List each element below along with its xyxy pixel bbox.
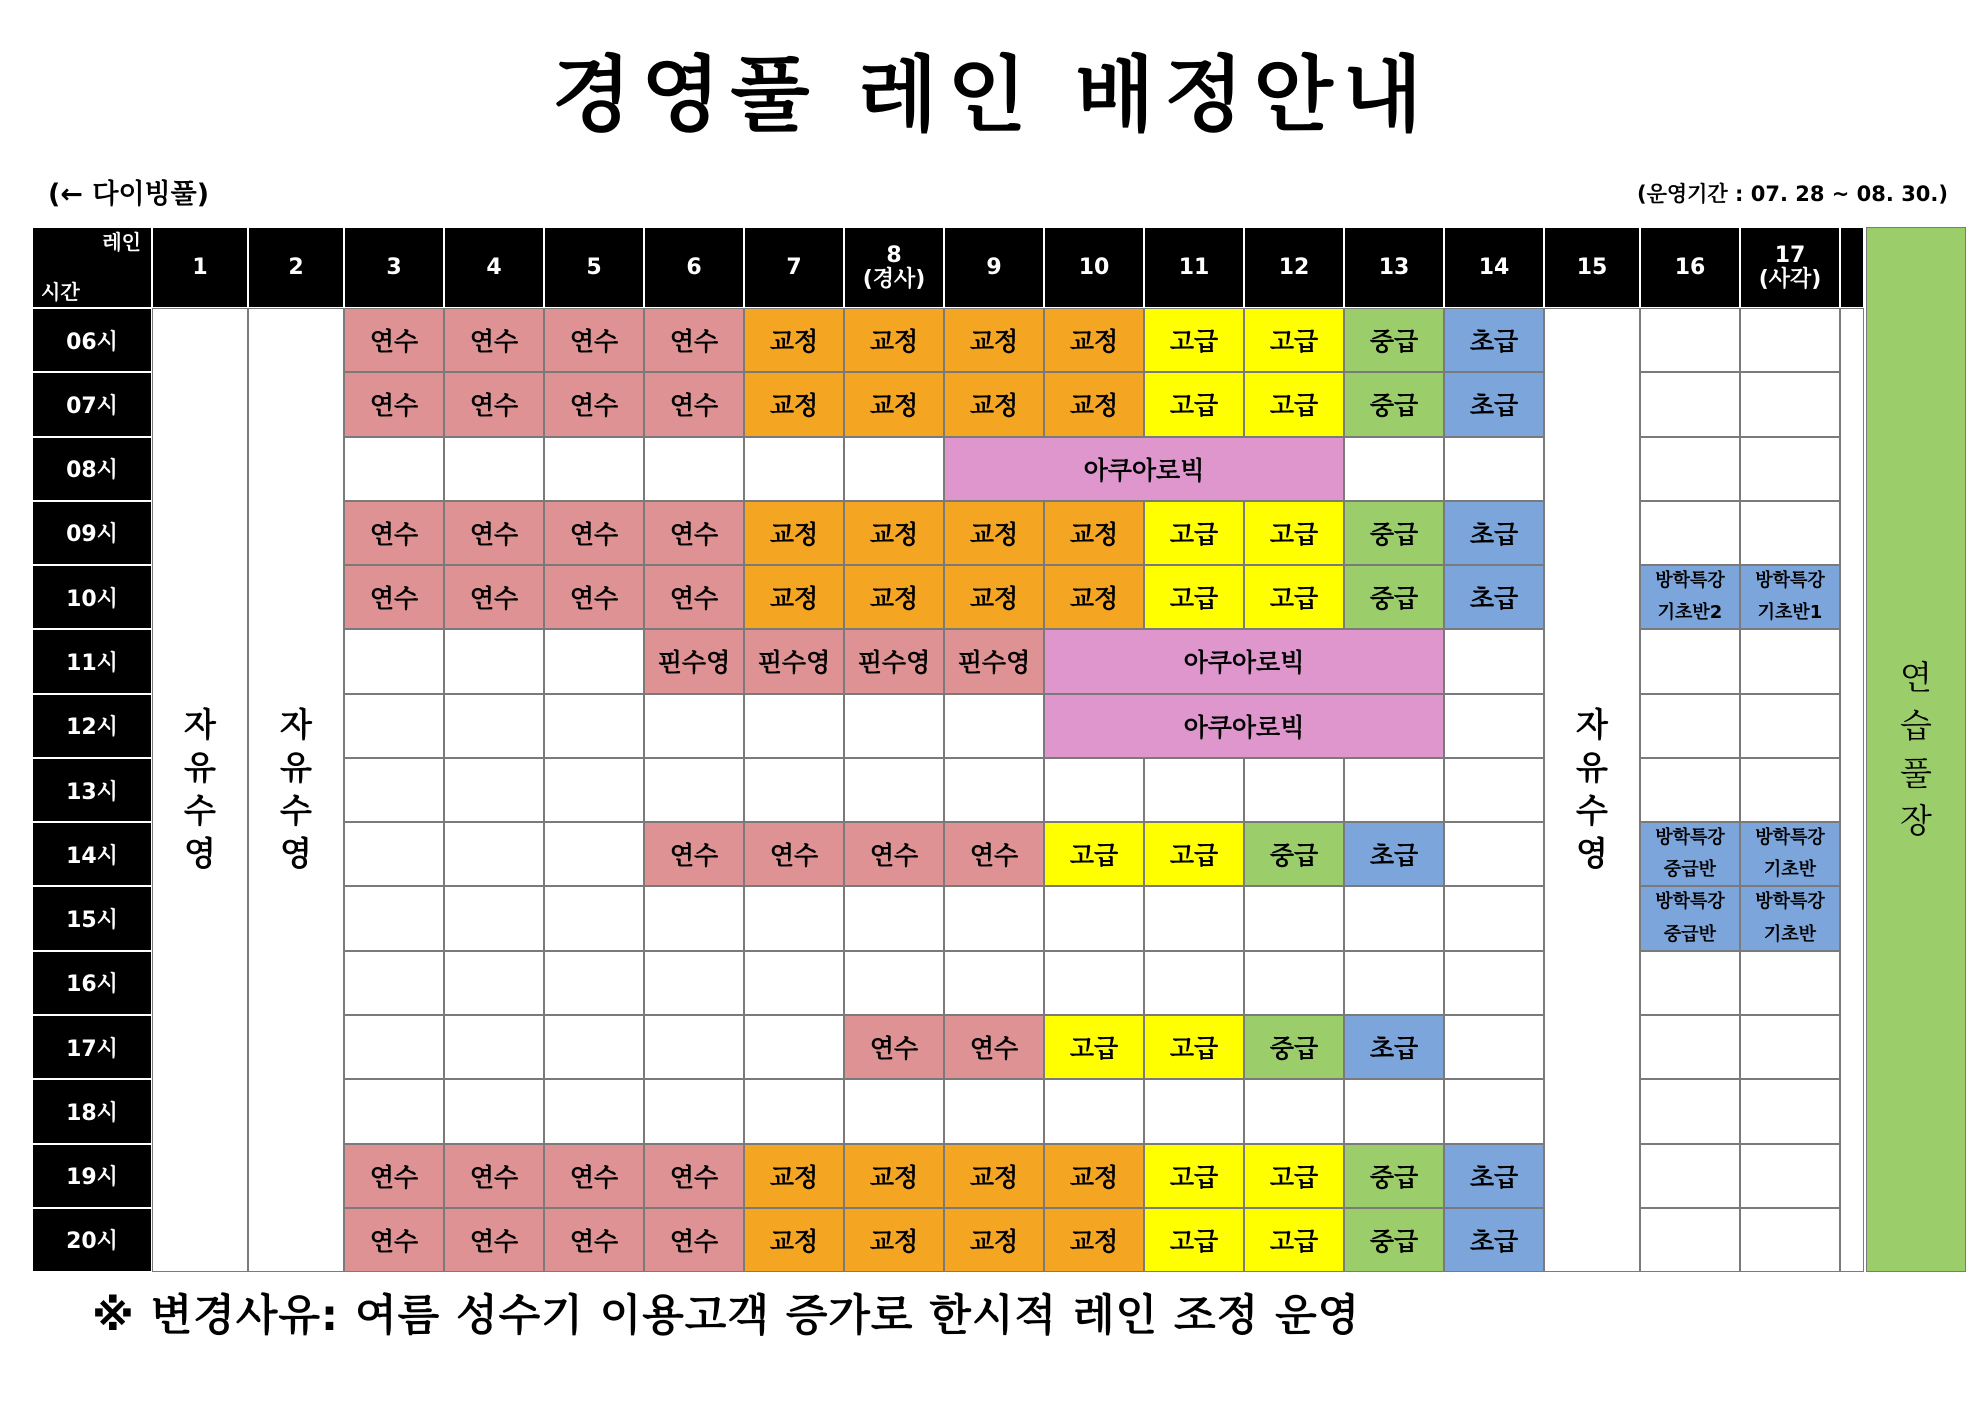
program-slot: 연수 (344, 372, 444, 436)
lane-header: 13 (1344, 227, 1444, 308)
empty-slot (1740, 372, 1840, 436)
empty-slot (944, 886, 1044, 950)
program-slot: 고급 (1244, 1144, 1344, 1208)
empty-slot (1444, 437, 1544, 501)
empty-slot (344, 1015, 444, 1079)
program-slot: 연수 (544, 1144, 644, 1208)
time-row-header: 08시 (32, 437, 152, 501)
empty-slot (1444, 1015, 1544, 1079)
time-row-header: 10시 (32, 565, 152, 629)
empty-slot (344, 886, 444, 950)
empty-slot (1344, 758, 1444, 822)
program-slot: 중급 (1344, 1208, 1444, 1272)
program-slot: 핀수영 (844, 629, 944, 693)
empty-slot (1640, 1208, 1740, 1272)
program-slot: 연수 (644, 1144, 744, 1208)
lane-header: 17 (사각) (1740, 227, 1840, 308)
empty-slot (1444, 694, 1544, 758)
empty-slot (344, 1079, 444, 1143)
program-slot: 고급 (1144, 822, 1244, 886)
empty-slot (644, 1015, 744, 1079)
program-slot: 방학특강 기초반 (1740, 886, 1840, 950)
program-slot: 고급 (1144, 1015, 1244, 1079)
program-slot: 연수 (444, 308, 544, 372)
program-slot: 교정 (1044, 565, 1144, 629)
empty-slot (444, 822, 544, 886)
time-row-header: 16시 (32, 951, 152, 1015)
program-slot: 방학특강 기초반1 (1740, 565, 1840, 629)
empty-slot (844, 951, 944, 1015)
empty-slot (744, 758, 844, 822)
lane-header: 11 (1144, 227, 1244, 308)
program-slot: 교정 (1044, 308, 1144, 372)
empty-slot (1044, 886, 1144, 950)
program-slot: 연수 (944, 822, 1044, 886)
program-slot: 연수 (444, 565, 544, 629)
empty-slot (1740, 501, 1840, 565)
program-slot: 교정 (844, 308, 944, 372)
lane-header: 15 (1544, 227, 1640, 308)
program-slot: 핀수영 (944, 629, 1044, 693)
program-slot: 교정 (1044, 1144, 1144, 1208)
empty-slot (644, 886, 744, 950)
program-slot: 방학특강 기초반2 (1640, 565, 1740, 629)
corner-header (32, 227, 152, 308)
empty-slot (1740, 1079, 1840, 1143)
empty-slot (1444, 822, 1544, 886)
program-slot: 교정 (944, 565, 1044, 629)
empty-slot (1640, 437, 1740, 501)
program-slot: 교정 (844, 1144, 944, 1208)
program-slot: 고급 (1044, 1015, 1144, 1079)
program-slot: 연수 (344, 501, 444, 565)
time-row-header: 11시 (32, 629, 152, 693)
lane-header: 6 (644, 227, 744, 308)
empty-slot (1244, 758, 1344, 822)
empty-slot (644, 437, 744, 501)
program-slot: 고급 (1144, 372, 1244, 436)
empty-slot (1444, 951, 1544, 1015)
empty-slot (1640, 1144, 1740, 1208)
empty-slot (644, 951, 744, 1015)
program-slot: 고급 (1244, 565, 1344, 629)
program-slot: 고급 (1244, 308, 1344, 372)
empty-slot (1344, 437, 1444, 501)
program-slot: 중급 (1344, 1144, 1444, 1208)
program-slot: 연수 (344, 1144, 444, 1208)
empty-slot (344, 437, 444, 501)
lane-header: 4 (444, 227, 544, 308)
program-slot: 교정 (844, 501, 944, 565)
empty-slot (744, 694, 844, 758)
empty-slot (644, 758, 744, 822)
empty-slot (1044, 1079, 1144, 1143)
empty-slot (1244, 886, 1344, 950)
empty-slot (1144, 1079, 1244, 1143)
program-slot: 연수 (444, 1208, 544, 1272)
program-slot: 연수 (444, 1144, 544, 1208)
program-slot: 연수 (844, 822, 944, 886)
time-row-header: 15시 (32, 886, 152, 950)
empty-slot (1044, 951, 1144, 1015)
empty-slot (844, 758, 944, 822)
program-slot: 교정 (844, 565, 944, 629)
empty-slot (544, 886, 644, 950)
empty-slot (1344, 951, 1444, 1015)
empty-slot (1344, 886, 1444, 950)
empty-slot (744, 886, 844, 950)
empty-slot (1640, 501, 1740, 565)
program-slot: 중급 (1344, 372, 1444, 436)
lane-header: 2 (248, 227, 344, 308)
practice-pool: 연 습 풀 장 (1866, 227, 1966, 1272)
program-slot: 연수 (844, 1015, 944, 1079)
program-slot: 연수 (344, 1208, 444, 1272)
program-slot: 연수 (644, 822, 744, 886)
empty-slot (744, 1015, 844, 1079)
program-slot: 연수 (444, 372, 544, 436)
empty-slot (1740, 437, 1840, 501)
program-slot: 교정 (944, 1144, 1044, 1208)
lane-header: 1 (152, 227, 248, 308)
program-slot: 연수 (544, 1208, 644, 1272)
program-slot: 아쿠아로빅 (944, 437, 1344, 501)
empty-slot (1740, 308, 1840, 372)
program-slot: 초급 (1444, 565, 1544, 629)
program-slot: 교정 (944, 372, 1044, 436)
change-reason-note: ※ 변경사유: 여름 성수기 이용고객 증가로 한시적 레인 조정 운영 (92, 1291, 1361, 1341)
program-slot: 초급 (1444, 1144, 1544, 1208)
program-slot: 교정 (1044, 372, 1144, 436)
corner-time-label: 시간 (41, 280, 80, 304)
empty-slot (544, 951, 644, 1015)
lane-header (1840, 227, 1864, 308)
time-row-header: 09시 (32, 501, 152, 565)
time-row-header: 19시 (32, 1144, 152, 1208)
empty-slot (444, 629, 544, 693)
program-slot: 교정 (1044, 501, 1144, 565)
empty-slot (544, 437, 644, 501)
program-slot: 교정 (944, 501, 1044, 565)
empty-slot (1740, 694, 1840, 758)
lane-header: 5 (544, 227, 644, 308)
empty-slot (1244, 1079, 1344, 1143)
program-slot: 연수 (944, 1015, 1044, 1079)
empty-slot (344, 694, 444, 758)
empty-slot (444, 437, 544, 501)
program-slot: 연수 (344, 565, 444, 629)
empty-slot (844, 694, 944, 758)
program-slot: 교정 (844, 1208, 944, 1272)
empty-slot (1640, 1015, 1740, 1079)
time-row-header: 12시 (32, 694, 152, 758)
program-slot: 교정 (944, 308, 1044, 372)
corner-lane-label: 레인 (102, 230, 141, 254)
empty-slot (444, 694, 544, 758)
empty-slot (544, 1015, 644, 1079)
program-slot: 교정 (744, 308, 844, 372)
empty-slot (1740, 1208, 1840, 1272)
diving-pool-note: (← 다이빙풀) (48, 179, 210, 210)
program-slot: 고급 (1244, 1208, 1344, 1272)
program-slot: 핀수영 (644, 629, 744, 693)
program-slot: 고급 (1044, 822, 1144, 886)
program-slot: 교정 (744, 1208, 844, 1272)
program-slot: 중급 (1344, 501, 1444, 565)
program-slot: 핀수영 (744, 629, 844, 693)
program-slot: 연수 (544, 308, 644, 372)
free-swim-lane: 자 유 수 영 (152, 308, 248, 1272)
program-slot: 연수 (544, 372, 644, 436)
empty-slot (944, 758, 1044, 822)
empty-slot (744, 951, 844, 1015)
empty-slot (1640, 372, 1740, 436)
empty-slot (1740, 758, 1840, 822)
program-slot: 아쿠아로빅 (1044, 694, 1444, 758)
program-slot: 교정 (744, 372, 844, 436)
program-slot: 연수 (544, 501, 644, 565)
program-slot: 초급 (1344, 1015, 1444, 1079)
empty-slot (544, 1079, 644, 1143)
program-slot: 방학특강 중급반 (1640, 822, 1740, 886)
program-slot: 연수 (644, 308, 744, 372)
time-row-header: 17시 (32, 1015, 152, 1079)
free-swim-lane: 자 유 수 영 (248, 308, 344, 1272)
operation-period: (운영기간 : 07. 28 ~ 08. 30.) (1636, 182, 1948, 206)
empty-slot (1444, 1079, 1544, 1143)
free-swim-lane: 자 유 수 영 (1544, 308, 1640, 1272)
empty-slot (1640, 308, 1740, 372)
program-slot: 방학특강 기초반 (1740, 822, 1840, 886)
empty-slot (1640, 1079, 1740, 1143)
empty-slot (444, 951, 544, 1015)
empty-slot (1740, 629, 1840, 693)
empty-slot (544, 758, 644, 822)
program-slot: 연수 (344, 308, 444, 372)
program-slot: 교정 (844, 372, 944, 436)
program-slot: 중급 (1344, 308, 1444, 372)
empty-slot (344, 758, 444, 822)
lane-header: 9 (944, 227, 1044, 308)
empty-slot (944, 951, 1044, 1015)
empty-slot (1740, 1144, 1840, 1208)
lane-header: 12 (1244, 227, 1344, 308)
empty-slot (1444, 886, 1544, 950)
program-slot: 교정 (1044, 1208, 1144, 1272)
program-slot: 연수 (444, 501, 544, 565)
empty-slot (1144, 951, 1244, 1015)
program-slot: 방학특강 중급반 (1640, 886, 1740, 950)
empty-slot (1444, 629, 1544, 693)
lane-header: 3 (344, 227, 444, 308)
empty-slot (1740, 1015, 1840, 1079)
time-row-header: 06시 (32, 308, 152, 372)
program-slot: 고급 (1144, 501, 1244, 565)
program-slot: 연수 (644, 565, 744, 629)
empty-slot (344, 951, 444, 1015)
empty-slot (844, 437, 944, 501)
empty-slot (844, 886, 944, 950)
lane-header: 14 (1444, 227, 1544, 308)
program-slot: 고급 (1144, 1208, 1244, 1272)
empty-slot (1244, 951, 1344, 1015)
empty-slot (1144, 886, 1244, 950)
program-slot: 고급 (1244, 372, 1344, 436)
program-slot: 연수 (544, 565, 644, 629)
empty-slot (744, 1079, 844, 1143)
program-slot: 교정 (744, 501, 844, 565)
empty-slot (644, 694, 744, 758)
empty-slot (444, 1079, 544, 1143)
time-row-header: 18시 (32, 1079, 152, 1143)
empty-slot (444, 758, 544, 822)
program-slot: 중급 (1244, 822, 1344, 886)
empty-slot (1740, 951, 1840, 1015)
empty-slot (544, 822, 644, 886)
empty-slot (344, 822, 444, 886)
program-slot: 연수 (744, 822, 844, 886)
program-slot: 고급 (1144, 565, 1244, 629)
empty-slot (744, 437, 844, 501)
empty-slot (444, 886, 544, 950)
program-slot: 초급 (1444, 372, 1544, 436)
empty-slot (1640, 758, 1740, 822)
empty-slot (1344, 1079, 1444, 1143)
program-slot: 중급 (1244, 1015, 1344, 1079)
lane-header: 10 (1044, 227, 1144, 308)
program-slot: 고급 (1144, 308, 1244, 372)
time-row-header: 13시 (32, 758, 152, 822)
empty-slot (1444, 758, 1544, 822)
program-slot: 초급 (1444, 308, 1544, 372)
blank-column (1840, 308, 1864, 1272)
program-slot: 연수 (644, 501, 744, 565)
empty-slot (1640, 694, 1740, 758)
program-slot: 교정 (944, 1208, 1044, 1272)
page-title: 경영풀 레인 배정안내 (551, 48, 1432, 143)
program-slot: 초급 (1344, 822, 1444, 886)
empty-slot (1640, 629, 1740, 693)
program-slot: 초급 (1444, 501, 1544, 565)
time-row-header: 20시 (32, 1208, 152, 1272)
lane-header: 7 (744, 227, 844, 308)
lane-header: 8 (경사) (844, 227, 944, 308)
empty-slot (544, 694, 644, 758)
lane-header: 16 (1640, 227, 1740, 308)
program-slot: 고급 (1144, 1144, 1244, 1208)
empty-slot (944, 1079, 1044, 1143)
time-row-header: 14시 (32, 822, 152, 886)
empty-slot (844, 1079, 944, 1143)
empty-slot (944, 694, 1044, 758)
time-row-header: 07시 (32, 372, 152, 436)
program-slot: 초급 (1444, 1208, 1544, 1272)
program-slot: 교정 (744, 565, 844, 629)
program-slot: 연수 (644, 1208, 744, 1272)
program-slot: 아쿠아로빅 (1044, 629, 1444, 693)
empty-slot (1144, 758, 1244, 822)
empty-slot (1640, 951, 1740, 1015)
program-slot: 고급 (1244, 501, 1344, 565)
empty-slot (644, 1079, 744, 1143)
empty-slot (544, 629, 644, 693)
empty-slot (344, 629, 444, 693)
empty-slot (444, 1015, 544, 1079)
program-slot: 중급 (1344, 565, 1444, 629)
program-slot: 연수 (644, 372, 744, 436)
program-slot: 교정 (744, 1144, 844, 1208)
empty-slot (1044, 758, 1144, 822)
